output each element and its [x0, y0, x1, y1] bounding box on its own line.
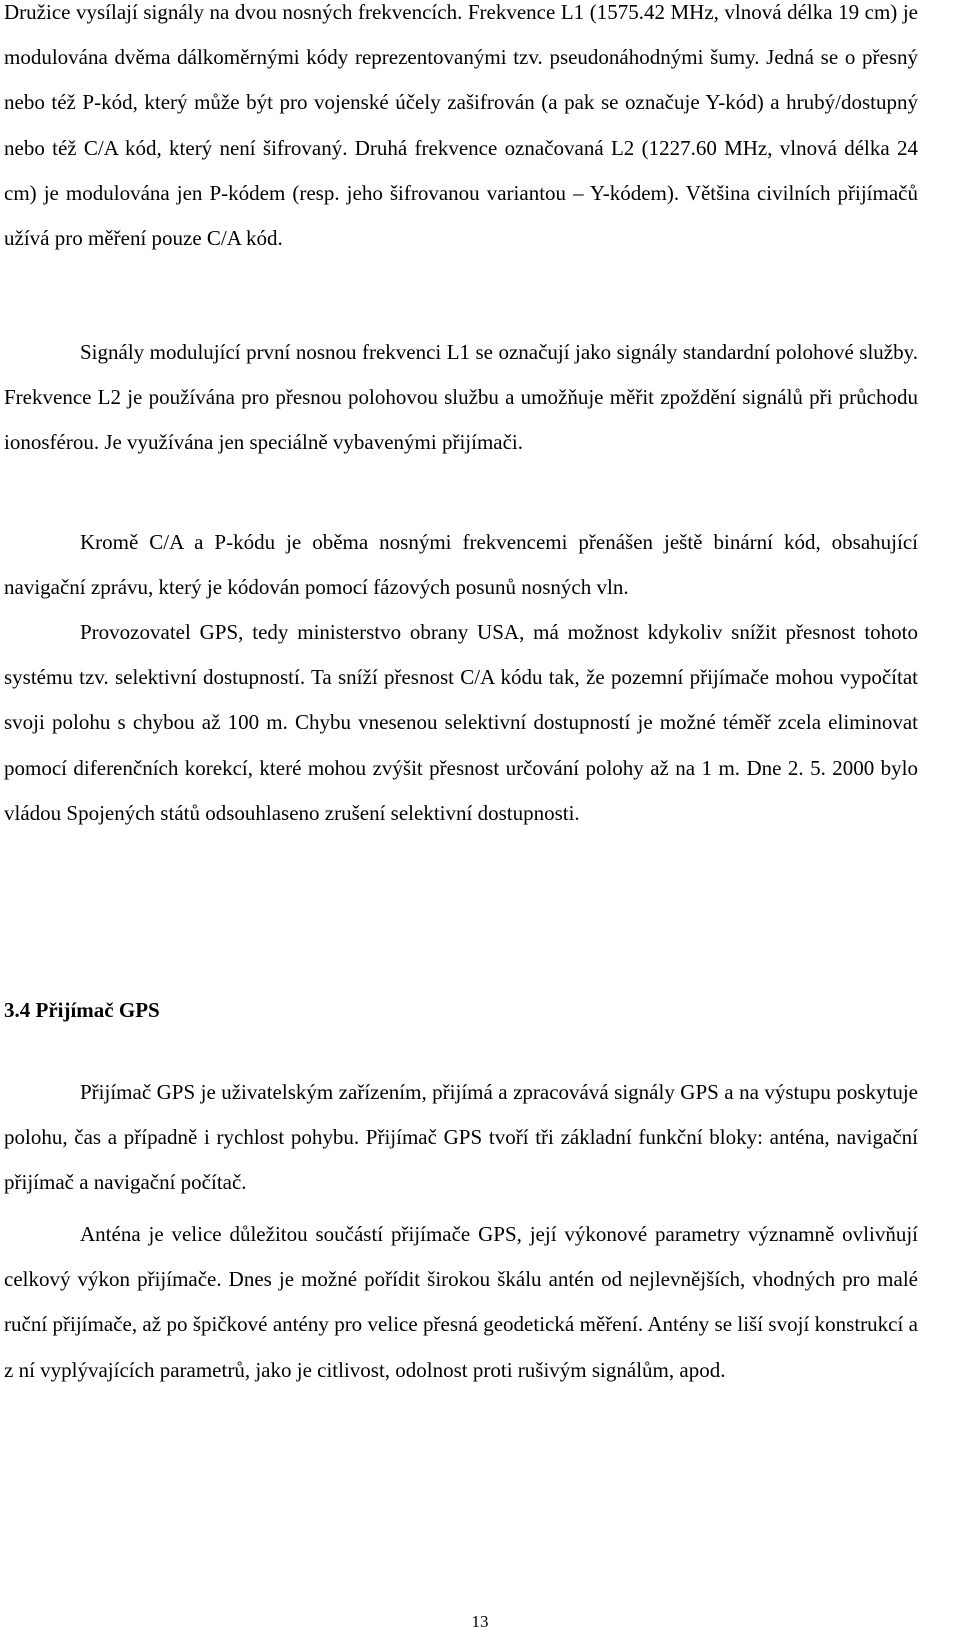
paragraph-gps-frequencies: Družice vysílají signály na dvou nosných frekvencích. Frekvence L1 (1575.42 MHz, vlnová délka 19 cm) je modulována dvěma dálkoměrnými kódy reprezentovanými tzv. pseudonáhodnými šumy. Jedná se o přesný nebo též P-kód, který může být pro vojenské účely zašifrován (a pak se označuje Y-kód) a hrubý/dostupný nebo též C/A kód, který není šifrovaný. Druhá frekvence označovaná L2 (1227.60 MHz, vlnová délka 24 cm) je modulována jen P-kódem (resp. jeho šifrovanou variantou – Y-kódem). Většina civilních přijímačů užívá pro měření pouze C/A kód.	[4, 0, 918, 251]
page-number: 13	[471, 1612, 489, 1631]
paragraph-selective-availability: Provozovatel GPS, tedy ministerstvo obrany USA, má možnost kdykoliv snížit přesnost tohoto systému tzv. selektivní dostupností. Ta sníží přesnost C/A kódu tak, že pozemní přijímače mohou vypočítat svoji polohu s chybou až 100 m. Chybu vnesenou selektivní dostupností je možné téměř zcela eliminovat pomocí diferenčních korekcí, které mohou zvýšit přesnost určování polohy až na 1 m. Dne 2. 5. 2000 bylo vládou Spojených států odsouhlaseno zrušení selektivní dostupnosti.	[4, 620, 918, 825]
paragraph-navigation-message: Kromě C/A a P-kódu je oběma nosnými frekvencemi přenášen ještě binární kód, obsahující navigační zprávu, který je kódován pomocí fázových posunů nosných vln.	[4, 530, 918, 600]
section-heading: 3.4 Přijímač GPS	[4, 998, 160, 1022]
paragraph-signal-services: Signály modulující první nosnou frekvenci L1 se označují jako signály standardní polohové služby. Frekvence L2 je používána pro přesnou polohovou službu a umožňuje měřit zpoždění signálů při průchodu ionosférou. Je využívána jen speciálně vybavenými přijímači.	[4, 340, 918, 455]
paragraph-receiver-intro: Přijímač GPS je uživatelským zařízením, přijímá a zpracovává signály GPS a na výstupu poskytuje polohu, čas a případně i rychlost pohybu. Přijímač GPS tvoří tři základní funkční bloky: anténa, navigační přijímač a navigační počítač.	[4, 1080, 918, 1195]
paragraph-antenna: Anténa je velice důležitou součástí přijímače GPS, její výkonové parametry významně ovlivňují celkový výkon přijímače. Dnes je možné pořídit širokou škálu antén od nejlevnějších, vhodných pro malé ruční přijímače, až po špičkové antény pro velice přesná geodetická měření. Antény se liší svojí konstrukcí a z ní vyplývajících parametrů, jako je citlivost, odolnost proti rušivým signálům, apod.	[4, 1222, 918, 1382]
